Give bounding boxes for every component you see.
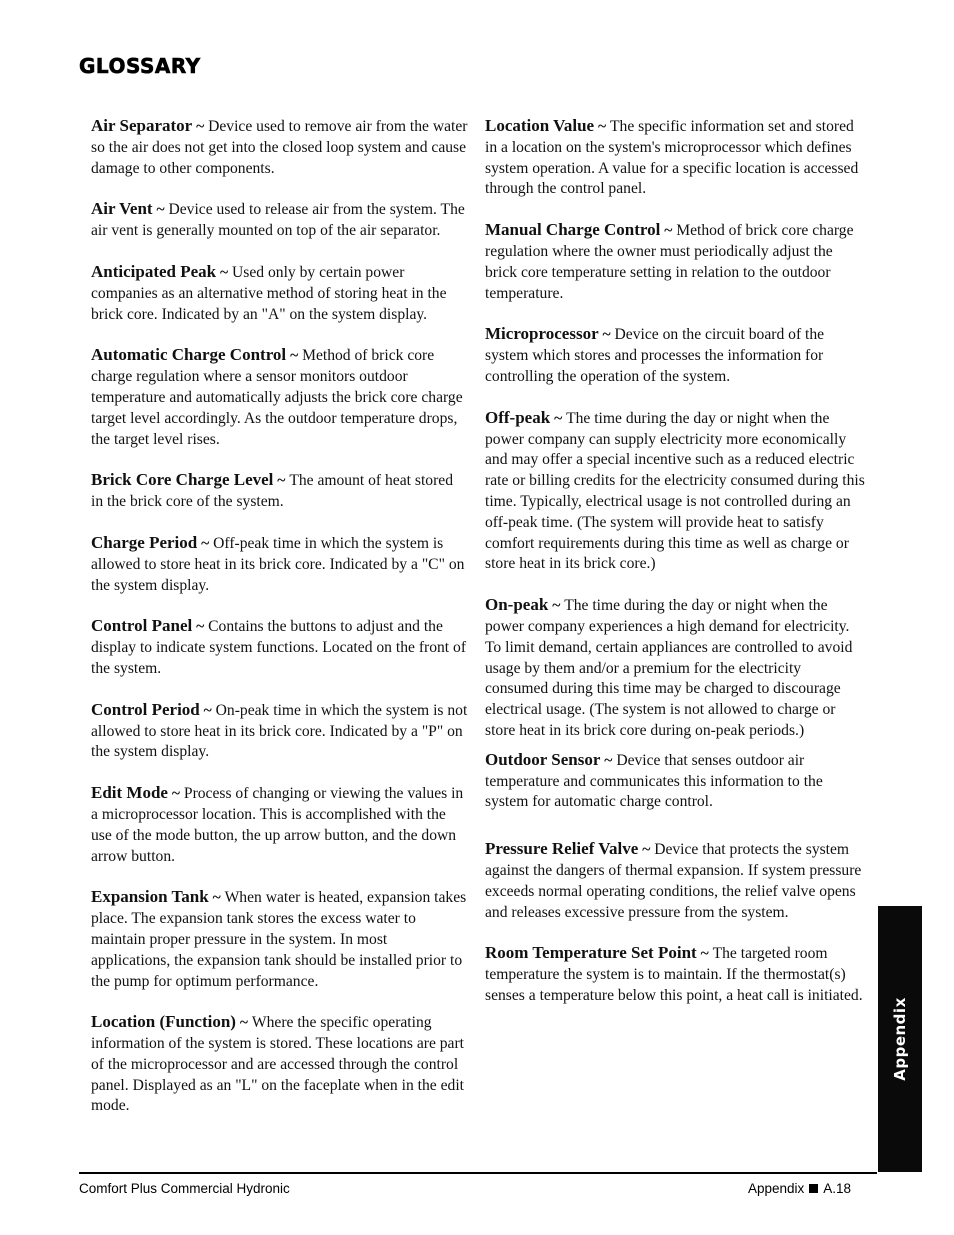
- glossary-definition: When water is heated, expansion takes place. The expansion tank stores the excess water to maintain proper pressure in the system. In most applications, the expansion tank should be installed prior to the pump for optimum performance.: [91, 889, 467, 990]
- glossary-term: Room Temperature Set Point: [485, 943, 697, 963]
- glossary-definition: The specific information set and stored in a location on the system's microprocessor which defines system operation. A value for a specific location is accessed through the control panel.: [485, 118, 859, 198]
- glossary-definition: Where the specific operating information of the system is stored. These locations are part of the microprocessor and are accessed through the control panel. Displayed as an "L" on the faceplate when in the edit mode.: [91, 1014, 465, 1115]
- glossary-definition: Device that protects the system against the dangers of thermal expansion. If system pressure exceeds normal operating conditions, the relief valve opens and releases excessive pressure from the system.: [485, 841, 862, 921]
- glossary-term: Location (Function): [91, 1012, 236, 1032]
- glossary-term: Pressure Relief Valve: [485, 839, 639, 859]
- glossary-entry: [485, 595, 867, 742]
- glossary-entry: [485, 324, 867, 387]
- glossary-definition: Contains the buttons to adjust and the display to indicate system functions. Located on the front of the system.: [91, 618, 467, 677]
- footer-rule: [79, 1172, 877, 1174]
- term-separator: ~: [197, 534, 214, 552]
- glossary-definition: Method of brick core charge regulation where the owner must periodically adjust the brick core temperature setting in relation to the outdoor temperature.: [485, 222, 854, 302]
- square-bullet-icon: [809, 1184, 818, 1193]
- glossary-term: Air Vent: [91, 199, 153, 219]
- term-separator: ~: [548, 597, 565, 615]
- term-separator: ~: [152, 201, 169, 219]
- term-separator: ~: [286, 347, 303, 365]
- glossary-entry: [91, 199, 469, 242]
- glossary-definition: The amount of heat stored in the brick core of the system.: [91, 472, 453, 511]
- glossary-definition: Device on the circuit board of the system which stores and processes the information for controlling the operation of the system.: [485, 326, 825, 385]
- glossary-term: Air Separator: [91, 116, 193, 135]
- term-separator: ~: [167, 785, 184, 803]
- glossary-term: Manual Charge Control: [485, 220, 661, 240]
- glossary-definition: Device used to release air from the system. The air vent is generally mounted on top of the air separator.: [91, 201, 465, 240]
- glossary-term: Edit Mode: [91, 783, 168, 803]
- glossary-entry: [91, 1012, 469, 1117]
- term-separator: ~: [216, 263, 233, 281]
- footer-page-info: [748, 1181, 851, 1196]
- appendix-side-tab: [878, 906, 922, 1172]
- glossary-entry: [91, 116, 469, 179]
- page-title: GLOSSARY: [79, 54, 201, 78]
- term-separator: ~: [600, 751, 617, 769]
- term-separator: ~: [598, 326, 615, 344]
- glossary-term: Anticipated Peak: [91, 261, 217, 281]
- glossary-column-right: [485, 116, 867, 1007]
- glossary-definition: Method of brick core charge regulation where a sensor monitors outdoor temperature and automatically adjusts the brick core charge target level accordingly. As the outdoor temperature drops, the target level rises.: [91, 347, 463, 448]
- glossary-term: Microprocessor: [485, 324, 599, 344]
- glossary-entry: [91, 262, 469, 325]
- glossary-column-left: [91, 116, 469, 1117]
- footer-section: Appendix: [748, 1181, 805, 1196]
- glossary-definition: Device that senses outdoor air temperature and communicates this information to the system for automatic charge control.: [485, 751, 823, 811]
- glossary-entry: [91, 616, 469, 679]
- glossary-definition: The time during the day or night when the power company experiences a high demand for electricity. To limit demand, certain appliances are controlled to avoid usage by them and/or a premium for the electricity consumed during this time may be charged to discourage electrical usage. (The system is not allowed to charge or store heat in its brick core during on-peak periods.): [485, 597, 853, 739]
- glossary-entry: [485, 750, 867, 813]
- glossary-term: Location Value: [485, 116, 595, 135]
- glossary-entry: [485, 220, 867, 304]
- term-separator: ~: [235, 1014, 252, 1032]
- glossary-term: Charge Period: [91, 532, 198, 552]
- glossary-entry: [485, 408, 867, 575]
- glossary-term: Off-peak: [485, 407, 551, 427]
- glossary-entry: [91, 470, 469, 513]
- glossary-entry: [485, 943, 867, 1006]
- page-number: A.18: [823, 1181, 852, 1196]
- glossary-definition: Device used to remove air from the water so the air does not get into the closed loop system and cause damage to other components.: [91, 118, 468, 177]
- term-separator: ~: [208, 889, 225, 907]
- glossary-definition: Used only by certain power companies as an alternative method of storing heat in the brick core. Indicated by an "A" on the system display.: [91, 263, 447, 323]
- term-separator: ~: [192, 118, 209, 135]
- glossary-definition: Off-peak time in which the system is allowed to store heat in its brick core. Indicated by a "C" on the system display.: [91, 534, 465, 594]
- footer-document-title: Comfort Plus Commercial Hydronic: [79, 1181, 290, 1196]
- term-separator: ~: [192, 618, 209, 636]
- term-separator: ~: [594, 118, 611, 135]
- glossary-entry: [91, 887, 469, 992]
- term-separator: ~: [273, 472, 290, 490]
- glossary-entry: [91, 345, 469, 450]
- glossary-definition: Process of changing or viewing the values in a microprocessor location. This is accomplished with the use of the mode button, the up arrow button, and the down arrow button.: [91, 785, 464, 865]
- glossary-entry: [485, 839, 867, 923]
- glossary-entry: [485, 116, 867, 200]
- glossary-term: Control Period: [91, 699, 200, 719]
- glossary-term: Control Panel: [91, 616, 193, 636]
- glossary-entry: [91, 700, 469, 763]
- glossary-term: Brick Core Charge Level: [91, 470, 274, 490]
- glossary-entry: [91, 533, 469, 596]
- glossary-entry: [91, 783, 469, 867]
- glossary-definition: The targeted room temperature the system is to maintain. If the thermostat(s) senses a temperature below this point, a heat call is initiated.: [485, 945, 863, 1004]
- term-separator: ~: [550, 409, 567, 427]
- term-separator: ~: [199, 701, 216, 719]
- term-separator: ~: [638, 841, 655, 859]
- glossary-definition: The time during the day or night when the power company can supply electricity more economically and may offer a special incentive such as a reduced electric rate or billing credits for the electricity consumed during this time. Typically, electrical usage is not controlled during an off-peak time. (The system will provide heat to satisfy comfort requirements during this time as well as charge or store heat in its brick core.): [485, 409, 865, 573]
- term-separator: ~: [660, 222, 677, 240]
- glossary-term: On-peak: [485, 595, 549, 615]
- glossary-term: Expansion Tank: [91, 887, 209, 907]
- glossary-definition: On-peak time in which the system is not allowed to store heat in its brick core. Indicated by a "P" on the system display.: [91, 701, 468, 761]
- glossary-term: Outdoor Sensor: [485, 749, 601, 769]
- side-tab-label: Appendix: [891, 997, 909, 1081]
- term-separator: ~: [696, 945, 713, 963]
- glossary-term: Automatic Charge Control: [91, 345, 287, 365]
